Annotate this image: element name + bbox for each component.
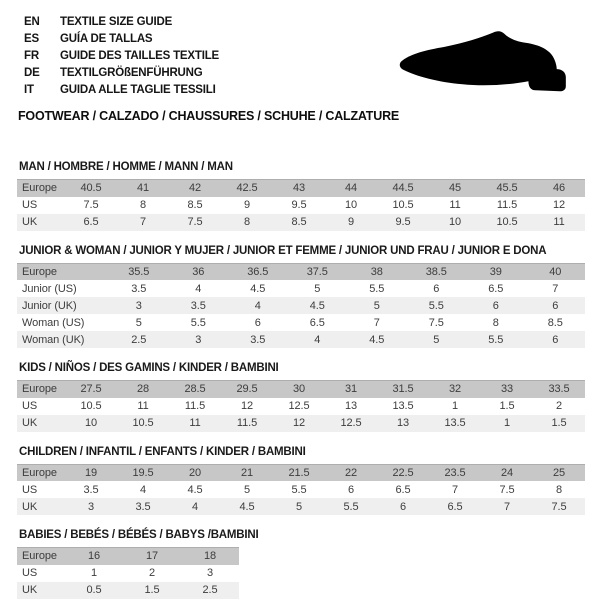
table-row [17, 381, 585, 398]
size-value-cell: 5 [373, 299, 380, 312]
size-value-cell: 13.5 [444, 417, 466, 429]
table-title: BABIES / BEBÉS / BÉBÉS / BABYS /BAMBINI [19, 529, 259, 541]
size-value-cell: 46 [552, 182, 566, 195]
size-value-cell: 9 [347, 216, 355, 228]
size-value-cell: 42 [188, 182, 202, 195]
size-value-cell: 10.5 [132, 417, 154, 429]
size-table-babies [17, 529, 600, 599]
size-value-cell: 6 [492, 299, 499, 312]
table-row [17, 464, 585, 481]
size-value-cell: 6 [552, 333, 559, 346]
table-row [17, 415, 585, 432]
table-row [17, 280, 585, 297]
size-value-cell: 3.5 [131, 282, 147, 295]
size-value-cell: 16 [87, 550, 101, 563]
size-value-cell: 4 [139, 483, 147, 496]
size-value-cell: 41 [136, 182, 150, 195]
table-row [17, 314, 585, 331]
size-value-cell: 3 [195, 333, 202, 346]
size-value-cell: 6 [433, 282, 440, 295]
table-row [17, 548, 239, 565]
size-table-junior-woman [17, 245, 600, 349]
size-value-cell: 11 [189, 417, 201, 429]
table-row [17, 565, 239, 582]
size-value-cell: 2.5 [202, 584, 218, 596]
language-code: EN [24, 16, 40, 28]
row-label-cell: Europe [22, 550, 57, 563]
row-label-cell: US [22, 483, 38, 496]
row-label-cell: UK [22, 417, 38, 429]
size-value-cell: 18 [203, 550, 217, 563]
language-code: FR [24, 50, 39, 62]
row-label-cell: Europe [22, 466, 57, 479]
size-value-cell: 3 [87, 500, 95, 513]
size-value-cell: 6 [399, 500, 407, 513]
size-value-cell: 1 [90, 567, 98, 579]
table-row [17, 582, 239, 599]
size-value-cell: 6 [254, 316, 261, 329]
size-value-cell: 35.5 [128, 265, 150, 278]
size-value-cell: 10.5 [496, 216, 518, 228]
language-label: TEXTILGRÖßENFÜHRUNG [60, 67, 203, 79]
size-value-cell: 1.5 [551, 417, 567, 429]
size-value-cell: 5.5 [488, 333, 504, 346]
size-value-cell: 9.5 [395, 216, 411, 228]
size-value-cell: 7.5 [551, 500, 567, 513]
size-value-cell: 9 [243, 199, 251, 211]
size-value-cell: 22.5 [392, 466, 414, 479]
size-value-cell: 12 [240, 400, 254, 412]
size-value-cell: 5.5 [428, 299, 444, 312]
size-value-cell: 3.5 [190, 299, 206, 312]
size-value-cell: 6.5 [309, 316, 325, 329]
table-title: KIDS / NIÑOS / DES GAMINS / KINDER / BAMBINI [19, 362, 279, 374]
size-value-cell: 8 [139, 199, 147, 211]
row-label-cell: Junior (UK) [22, 299, 77, 312]
size-value-cell: 3 [135, 299, 142, 312]
size-value-cell: 6 [347, 483, 355, 496]
size-value-cell: 10.5 [80, 400, 102, 412]
size-value-cell: 6.5 [395, 483, 411, 496]
size-table-grid [17, 547, 239, 599]
size-value-cell: 6.5 [488, 282, 504, 295]
size-value-cell: 7 [139, 216, 147, 228]
size-value-cell: 9.5 [291, 199, 307, 211]
size-value-cell: 1 [451, 400, 459, 412]
size-value-cell: 5.5 [343, 500, 359, 513]
size-value-cell: 5 [295, 500, 303, 513]
size-value-cell: 1.5 [144, 584, 160, 596]
size-value-cell: 11.5 [496, 199, 518, 211]
size-value-cell: 4 [195, 282, 202, 295]
size-value-cell: 6.5 [83, 216, 99, 228]
size-value-cell: 8.5 [291, 216, 307, 228]
size-value-cell: 13 [396, 417, 410, 429]
table-row [17, 197, 585, 214]
size-value-cell: 5.5 [190, 316, 206, 329]
size-value-cell: 8.5 [547, 316, 563, 329]
size-value-cell: 8 [492, 316, 499, 329]
language-code: DE [24, 67, 40, 79]
size-value-cell: 28 [136, 383, 150, 396]
size-value-cell: 11.5 [184, 400, 206, 412]
row-label-cell: Europe [22, 182, 57, 195]
size-table-grid [17, 179, 585, 231]
size-value-cell: 3 [206, 567, 214, 579]
size-value-cell: 25 [552, 466, 566, 479]
size-value-cell: 7.5 [83, 199, 99, 211]
table-title: MAN / HOMBRE / HOMME / MANN / MAN [19, 161, 233, 173]
size-value-cell: 3.5 [83, 483, 99, 496]
row-label-cell: Junior (US) [22, 282, 77, 295]
size-value-cell: 5.5 [291, 483, 307, 496]
size-value-cell: 43 [292, 182, 306, 195]
size-value-cell: 10 [448, 216, 462, 228]
size-table-grid [17, 380, 585, 432]
row-label-cell: Europe [22, 383, 57, 396]
size-value-cell: 42.5 [236, 182, 258, 195]
row-label-cell: Europe [22, 265, 57, 278]
language-label: GUIDE DES TAILLES TEXTILE [60, 50, 219, 62]
row-label-cell: Woman (UK) [22, 333, 85, 346]
language-code: ES [24, 33, 39, 45]
size-value-cell: 10.5 [392, 199, 414, 211]
size-table-man [17, 161, 600, 231]
size-value-cell: 28.5 [184, 383, 206, 396]
size-value-cell: 33.5 [548, 383, 570, 396]
size-value-cell: 37.5 [306, 265, 328, 278]
size-value-cell: 4 [191, 500, 199, 513]
size-value-cell: 11 [137, 400, 149, 412]
row-label-cell: UK [22, 584, 38, 596]
size-value-cell: 12 [552, 199, 566, 211]
size-value-cell: 5 [135, 316, 142, 329]
size-value-cell: 3.5 [135, 500, 151, 513]
size-value-cell: 2 [148, 567, 156, 579]
size-value-cell: 4.5 [239, 500, 255, 513]
language-label: GUÍA DE TALLAS [60, 33, 153, 45]
size-value-cell: 21.5 [288, 466, 310, 479]
size-value-cell: 27.5 [80, 383, 102, 396]
size-value-cell: 45 [448, 182, 462, 195]
size-value-cell: 13.5 [392, 400, 414, 412]
size-value-cell: 24 [500, 466, 514, 479]
size-value-cell: 4 [314, 333, 321, 346]
size-value-cell: 7 [552, 282, 559, 295]
table-row [17, 180, 585, 197]
table-title: CHILDREN / INFANTIL / ENFANTS / KINDER / BAMBINI [19, 445, 306, 458]
size-value-cell: 6 [552, 299, 559, 312]
table-row [17, 398, 585, 415]
size-value-cell: 11.5 [236, 417, 258, 429]
size-value-cell: 6.5 [447, 500, 463, 513]
size-value-cell: 7 [451, 483, 459, 496]
size-value-cell: 5 [433, 333, 440, 346]
size-value-cell: 44 [344, 182, 358, 195]
size-value-cell: 4 [254, 299, 261, 312]
size-value-cell: 38 [370, 265, 383, 278]
size-value-cell: 1.5 [499, 400, 515, 412]
size-value-cell: 30 [292, 383, 306, 396]
row-label-cell: US [22, 400, 38, 412]
row-label-cell: US [22, 199, 38, 211]
size-value-cell: 32 [448, 383, 462, 396]
size-value-cell: 39 [489, 265, 502, 278]
size-value-cell: 10 [344, 199, 358, 211]
size-table-children [17, 446, 600, 516]
size-value-cell: 31.5 [392, 383, 414, 396]
table-row [17, 297, 585, 314]
size-value-cell: 8.5 [187, 199, 203, 211]
size-value-cell: 40 [549, 265, 562, 278]
size-value-cell: 23.5 [444, 466, 466, 479]
size-value-cell: 0.5 [86, 584, 102, 596]
language-code: IT [24, 84, 34, 96]
row-label-cell: UK [22, 500, 38, 513]
size-value-cell: 45.5 [496, 182, 518, 195]
table-row [17, 263, 585, 280]
size-value-cell: 5 [314, 282, 321, 295]
table-row [17, 214, 585, 231]
size-value-cell: 36 [192, 265, 205, 278]
size-value-cell: 7 [373, 316, 380, 329]
size-value-cell: 7.5 [187, 216, 203, 228]
table-row [17, 481, 585, 498]
size-value-cell: 3.5 [250, 333, 266, 346]
language-label: TEXTILE SIZE GUIDE [60, 16, 173, 28]
size-value-cell: 10 [84, 417, 98, 429]
size-value-cell: 2 [555, 400, 563, 412]
category-title: FOOTWEAR / CALZADO / CHAUSSURES / SCHUHE / CALZATURE [18, 109, 400, 123]
size-tables [17, 161, 600, 599]
size-value-cell: 22 [344, 466, 358, 479]
table-title: JUNIOR & WOMAN / JUNIOR Y MUJER / JUNIOR ET FEMME / JUNIOR UND FRAU / JUNIOR E DONA [19, 244, 547, 257]
size-value-cell: 8 [243, 216, 251, 228]
size-value-cell: 19 [84, 466, 98, 479]
size-value-cell: 12.5 [340, 417, 362, 429]
size-value-cell: 13 [344, 400, 358, 412]
size-value-cell: 12.5 [288, 400, 310, 412]
size-value-cell: 12 [292, 417, 306, 429]
row-label-cell: Woman (US) [22, 316, 85, 329]
size-value-cell: 33 [500, 383, 514, 396]
size-value-cell: 5 [243, 483, 251, 496]
size-value-cell: 40.5 [80, 182, 102, 195]
size-value-cell: 5.5 [369, 282, 385, 295]
size-value-cell: 2.5 [131, 333, 147, 346]
size-value-cell: 21 [240, 466, 254, 479]
size-value-cell: 38.5 [425, 265, 447, 278]
size-value-cell: 17 [145, 550, 159, 563]
size-value-cell: 11 [553, 216, 565, 228]
size-value-cell: 29.5 [236, 383, 258, 396]
table-row [17, 331, 585, 348]
language-label: GUIDA ALLE TAGLIE TESSILI [60, 84, 216, 96]
row-label-cell: US [22, 567, 38, 579]
size-value-cell: 7.5 [499, 483, 515, 496]
size-value-cell: 8 [555, 483, 563, 496]
size-value-cell: 7 [503, 500, 511, 513]
row-label-cell: UK [22, 216, 38, 228]
size-value-cell: 20 [188, 466, 202, 479]
size-value-cell: 4.5 [250, 282, 266, 295]
size-value-cell: 4.5 [369, 333, 385, 346]
size-value-cell: 19.5 [132, 466, 154, 479]
size-value-cell: 36.5 [247, 265, 269, 278]
size-table-kids [17, 362, 600, 432]
dress-shoe-icon-svg [396, 28, 582, 98]
size-value-cell: 7.5 [428, 316, 444, 329]
size-value-cell: 11 [449, 199, 461, 211]
size-value-cell: 4.5 [187, 483, 203, 496]
size-value-cell: 44.5 [392, 182, 414, 195]
size-value-cell: 4.5 [309, 299, 325, 312]
size-table-grid [17, 263, 585, 349]
dress-shoe-icon [396, 28, 582, 98]
size-table-grid [17, 464, 585, 516]
size-value-cell: 31 [344, 383, 358, 396]
size-value-cell: 1 [503, 417, 511, 429]
table-row [17, 498, 585, 515]
